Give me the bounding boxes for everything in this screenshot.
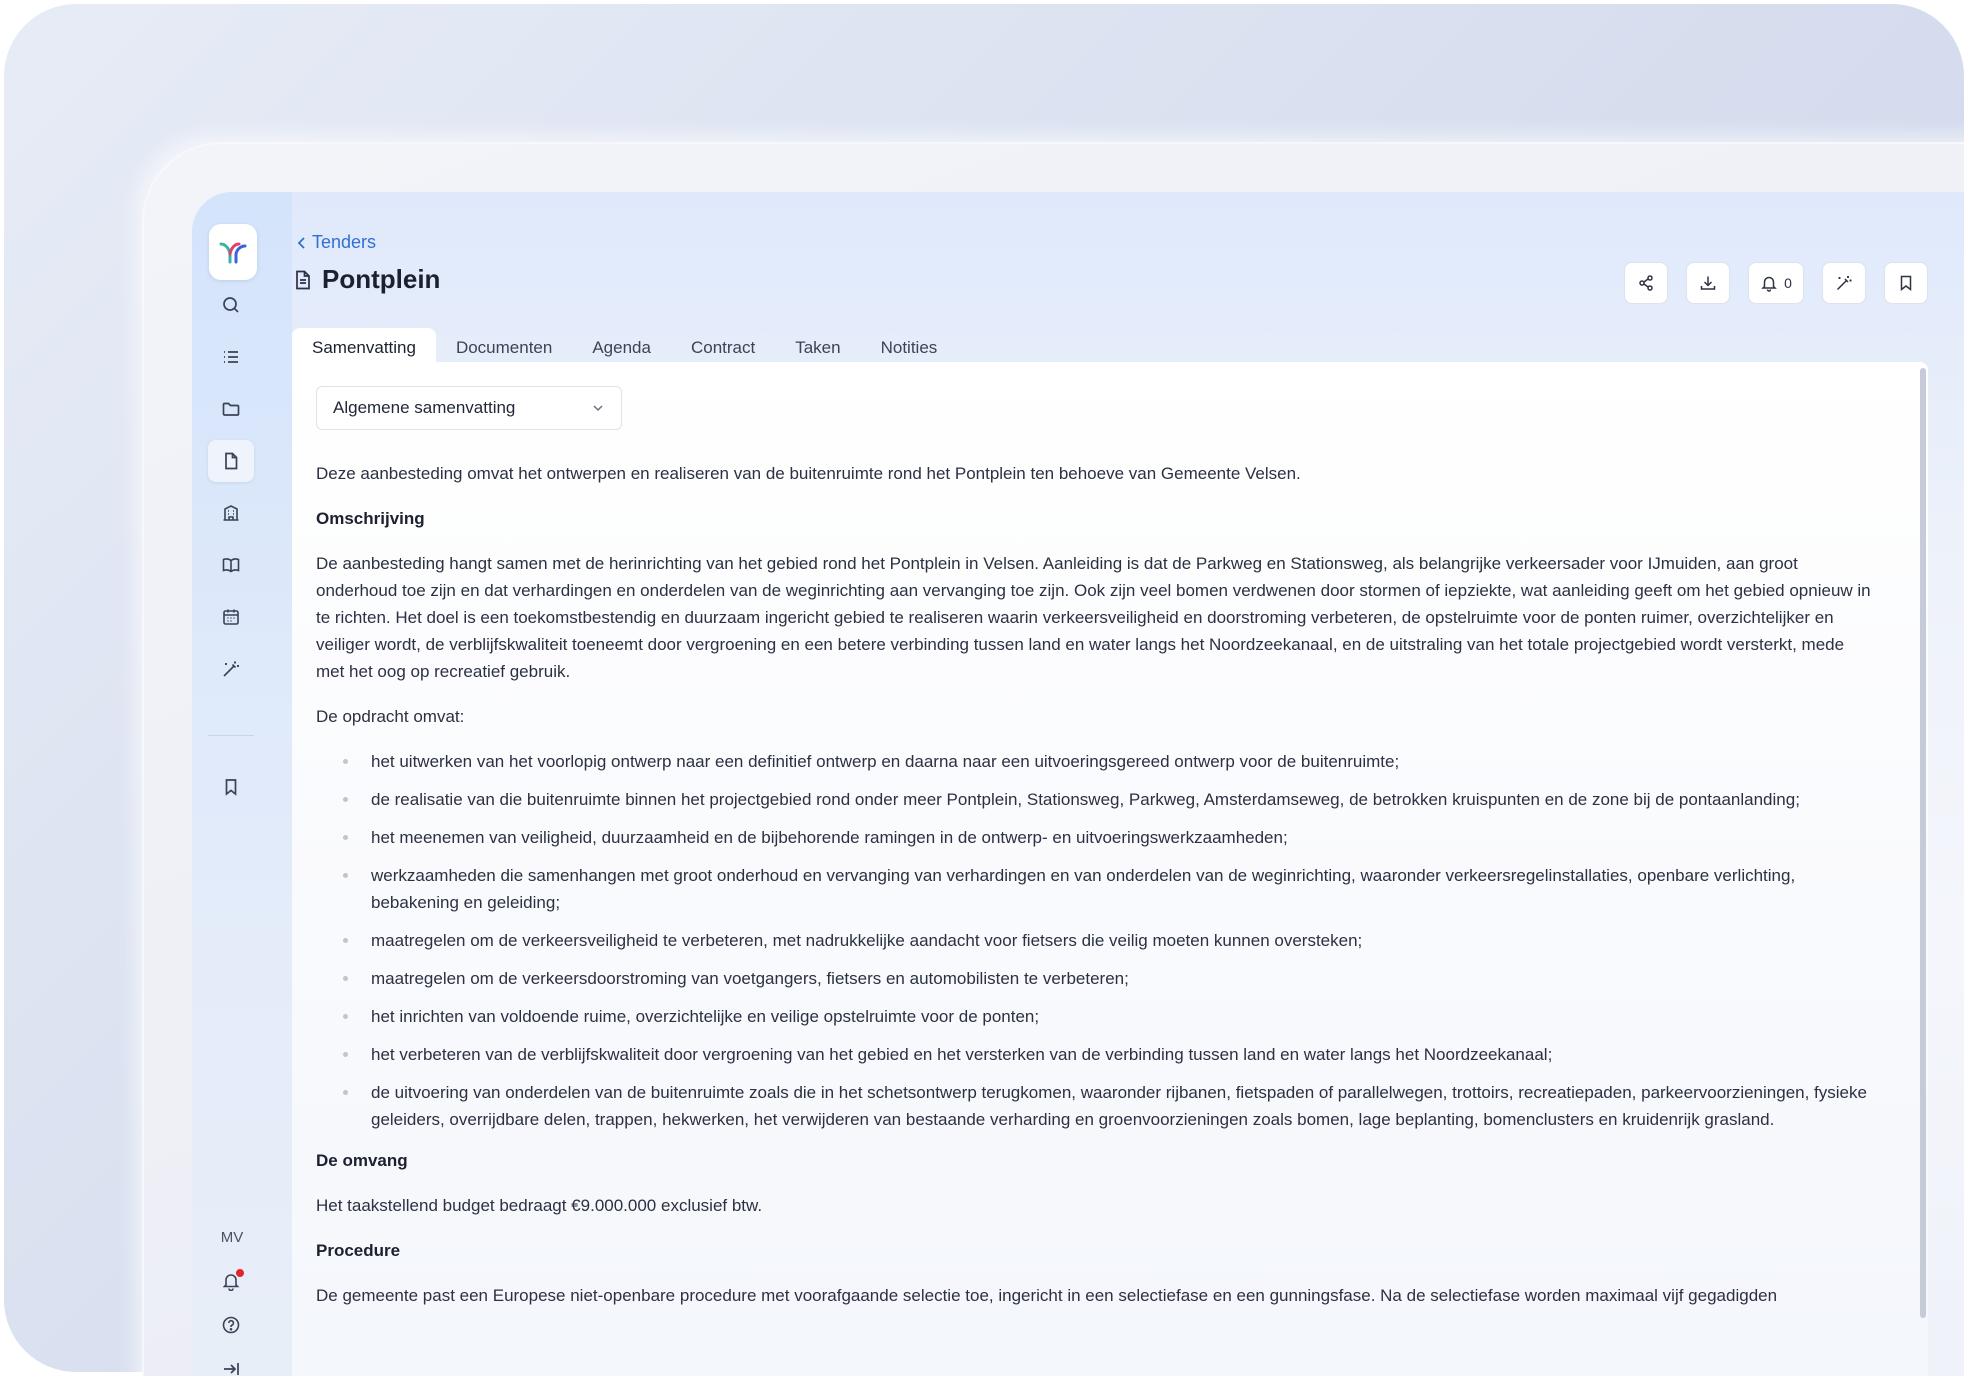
tab-notities[interactable]: Notities <box>880 338 938 357</box>
building-icon <box>221 503 241 523</box>
sidebar-document[interactable] <box>208 440 254 482</box>
intro-paragraph: Deze aanbesteding omvat het ontwerpen en realiseren van de buitenruimte rond het Pontplein ten behoeve van Gemeente Velsen. <box>316 464 1301 483</box>
bookmark-icon <box>1897 274 1915 292</box>
sidebar-book[interactable] <box>208 544 254 586</box>
sidebar <box>192 192 292 1376</box>
list-item: het verbeteren van de verblijfskwaliteit door vergroening van het gebied en het versterken van de verbinding tussen land en water langs het Noordzeekanaal; <box>316 1041 1876 1068</box>
tab-samenvatting[interactable]: Samenvatting <box>292 328 436 368</box>
back-link[interactable] <box>296 232 376 253</box>
opdracht-paragraph: De opdracht omvat: <box>316 707 465 726</box>
list-item: het uitwerken van het voorlopig ontwerp naar een definitief ontwerp en daarna naar een uitvoeringsgereed ontwerp voor de buitenruimte; <box>316 748 1876 775</box>
notification-dot <box>236 1269 244 1277</box>
summary-type-value: Algemene samenvatting <box>333 398 516 417</box>
document-icon <box>221 451 241 471</box>
heading-omvang: De omvang <box>316 1151 408 1170</box>
list-item: werkzaamheden die samenhangen met groot onderhoud en vervanging van verhardingen en van onderdelen van de weginrichting, waaronder verkeersregelinstallaties, openbare verlichting, bebakening en geleiding; <box>316 862 1876 916</box>
expand-icon <box>221 1359 241 1376</box>
sidebar-help[interactable] <box>208 1304 254 1346</box>
sidebar-notifications[interactable] <box>208 1260 254 1302</box>
magic-wand-icon <box>1835 274 1853 292</box>
tab-agenda[interactable]: Agenda <box>592 338 651 357</box>
list-item: maatregelen om de verkeersveiligheid te verbeteren, met nadrukkelijke aandacht voor fietsers die veilig moeten kunnen oversteken; <box>316 927 1876 954</box>
summary-document <box>316 460 1876 1327</box>
ai-button[interactable] <box>1822 262 1866 304</box>
summary-panel <box>292 362 1928 1376</box>
heading-omschrijving: Omschrijving <box>316 509 425 528</box>
procedure-paragraph: De gemeente past een Europese niet-openbare procedure met voorafgaande selectie toe, ingericht in een selectiefase en een gunningsfase. Na de selectiefase worden maximaal vijf gegadigden <box>316 1286 1778 1305</box>
back-link-label: Tenders <box>312 232 377 252</box>
toolbar <box>192 262 1964 306</box>
calendar-icon <box>221 607 241 627</box>
sidebar-divider <box>208 735 254 736</box>
download-icon <box>1699 274 1717 292</box>
notifications-button[interactable] <box>1748 262 1804 304</box>
scrollbar[interactable] <box>1920 368 1926 1318</box>
notifications-count: 0 <box>1784 275 1792 291</box>
omvang-paragraph: Het taakstellend budget bedraagt €9.000.000 exclusief btw. <box>316 1196 763 1215</box>
download-button[interactable] <box>1686 262 1730 304</box>
help-icon <box>221 1315 241 1335</box>
share-icon <box>1637 274 1655 292</box>
opdracht-list <box>316 748 1876 1133</box>
tab-taken[interactable]: Taken <box>795 338 841 357</box>
omschrijving-paragraph: De aanbesteding hangt samen met de herinrichting van het gebied rond het Pontplein in Velsen. Aanleiding is dat de Parkweg en Stationsweg, als belangrijke verkeersader voor IJmuiden, aan groot onderhoud toe zijn en dat verhardingen en onderdelen van de weginrichting aan vervanging toe zijn. Ook zijn veel bomen verdwenen door stormen of iepziekte, wat aanleiding geeft om het gebied opnieuw in te richten. Het doel is een toekomstbestendig en duurzaam ingericht gebied te realiseren waarin verkeersveiligheid en doorstroming verbeteren, de opstelruimte voor de ponten ruimer, overzichtelijker en veiliger wordt, de verblijfskwaliteit toeneemt door vergroening en een betere verbinding tussen land en water langs het Noordzeekanaal, en de uitstraling van het totale projectgebied wordt versterkt, mede met het oog op recreatief gebruik. <box>316 554 1871 681</box>
app-window <box>192 192 1964 1376</box>
summary-type-select[interactable] <box>316 386 622 430</box>
sidebar-list[interactable] <box>208 336 254 378</box>
folder-icon <box>221 399 241 419</box>
sidebar-bookmarks[interactable] <box>208 766 254 808</box>
user-avatar[interactable]: MV <box>220 1229 244 1246</box>
sidebar-collapse[interactable] <box>208 1348 254 1376</box>
sidebar-calendar[interactable] <box>208 596 254 638</box>
magic-wand-icon <box>221 659 241 679</box>
page-title: Pontplein <box>322 264 441 294</box>
book-open-icon <box>221 555 241 575</box>
logo-icon <box>219 240 247 264</box>
list-item: het inrichten van voldoende ruime, overzichtelijke en veilige opstelruimte voor de ponten; <box>316 1003 1876 1030</box>
list-item: maatregelen om de verkeersdoorstroming van voetgangers, fietsers en automobilisten te verbeteren; <box>316 965 1876 992</box>
sidebar-folder[interactable] <box>208 388 254 430</box>
sidebar-organization[interactable] <box>208 492 254 534</box>
share-button[interactable] <box>1624 262 1668 304</box>
bookmark-icon <box>221 777 241 797</box>
chevron-left-icon <box>296 236 308 250</box>
tab-contract[interactable]: Contract <box>690 338 756 357</box>
list-item: het meenemen van veiligheid, duurzaamheid en de bijbehorende ramingen in de ontwerp- en uitvoeringswerkzaamheden; <box>316 824 1876 851</box>
bookmark-button[interactable] <box>1884 262 1928 304</box>
list-item: de realisatie van die buitenruimte binnen het projectgebied rond onder meer Pontplein, Stationsweg, Parkweg, Amsterdamseweg, de betrokken kruispunten en de zone bij de pontaanlanding; <box>316 786 1876 813</box>
list-item: de uitvoering van onderdelen van de buitenruimte zoals die in het schetsontwerp terugkomen, waaronder rijbanen, fietspaden of parallelwegen, trottoirs, recreatiepaden, parkeervoorzieningen, fysieke geleiders, overrijdbare delen, trappen, hekwerken, het verwijderen van bestaande verharding en groenvoorzieningen zoals bomen, lage beplanting, bomenclusters en kruidenrijk grasland. <box>316 1079 1876 1133</box>
tab-documenten[interactable]: Documenten <box>455 338 553 357</box>
list-icon <box>221 347 241 367</box>
chevron-down-icon <box>591 403 605 413</box>
bell-icon <box>1760 274 1778 292</box>
sidebar-ai[interactable] <box>208 648 254 690</box>
heading-procedure: Procedure <box>316 1241 401 1260</box>
